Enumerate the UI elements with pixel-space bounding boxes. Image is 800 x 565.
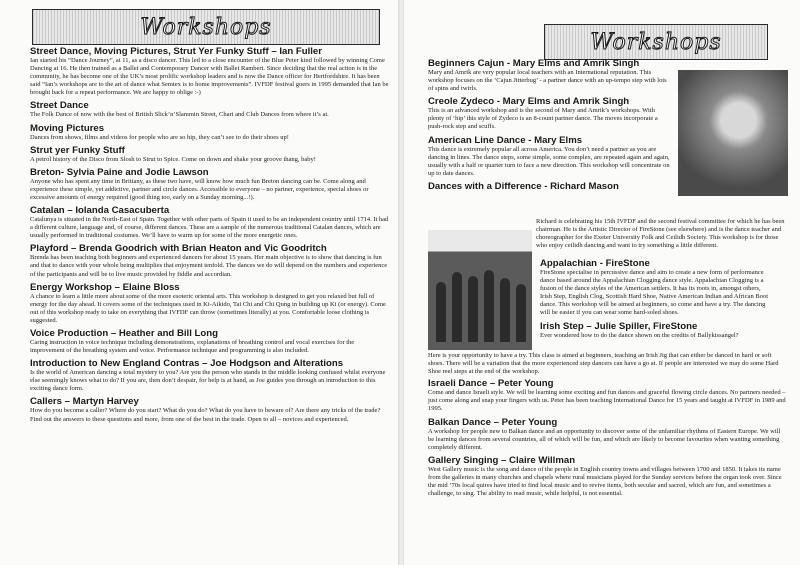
figure-silhouette [516,284,526,342]
section-ian-fuller [30,46,390,97]
section-heading: Israeli Dance – Peter Young [428,378,554,390]
section-street-dance [30,100,390,119]
section-irish-step [540,321,768,340]
section-israeli-dance [428,378,788,413]
section-energy-workshop [30,282,390,325]
section-beginners-cajun [428,58,672,93]
section-breton [30,167,390,202]
section-balkan-dance [428,417,788,452]
banner-title: Workshops [140,14,272,40]
section-body: Brenda has been teaching both beginners and experienced dancers for about 15 years. Her main objective is to show that dancing is fun and that to dance with your whole being multiplies that enjoyment tenfold. The dances we do will depend on the numbers and experience of the participants and will be to live music provided by fiddle and accordian. [30,254,388,278]
section-heading: Energy Workshop – Elaine Bloss [30,281,180,293]
section-body: A petrol history of the Disco from Slosh to Strut to Spice. Come on down and shake your groove thang, baby! [30,155,316,163]
section-new-england-contras [30,358,390,393]
irish-step-continued: Here is your opportunity to have a try. This class is aimed at beginners, teaching an Irish Jig that can either be danced in hard or soft shoes. There will be a variation that the more experienced step dancers can have a go at. If people are interested we may do some Hard Shoe reel steps at the end of the workshop. [428,352,779,376]
section-heading: Creole Zydeco - Mary Elms and Amrik Singh [428,96,630,108]
section-callers [30,396,390,423]
section-body: This dance is extremely popular all across America. You don’t need a partner as you are dancing in lines. The dance steps, some simple, some complex, are repeated again and again, usually with a half or quarter turn to face a new direction. This workshop will concentrate on up to date dances. [428,145,670,177]
section-heading: Breton- Sylvia Paine and Jodie Lawson [30,166,209,178]
section-heading: Gallery Singing – Claire Willman [428,454,576,466]
section-body: FireStone specialise in percussive dance and aim to create a new form of performance dance based around the Appalachian Clogging dance style. Appalachian Clogging is a fusion of the dance styles of the American settlers. It has its roots in, amongst others, Irish Step, English Clog, Scottish Hard Shoe, Native American Indian and African Boot dance. This workshop will be aimed at beginners, so come and have a try. The dancing will be easier if you can wear some hard-soled shoes. [540,269,769,317]
section-body: Is the world of American dancing a total mystery to you? Are you the person who stands in the middle looking confused whilst everyone else seemingly knows what to do? If you are, then don’t despair, for help is at hand, as Joe guides you through an introduction to this exciting dance form. [30,369,386,393]
left-column [30,46,390,427]
section-heading: American Line Dance - Mary Elms [428,134,583,146]
section-moving-pictures [30,123,390,142]
section-body: The Folk Dance of now with the best of British Slick’n’Slammin Street, Chart and Club Dances from where it’s at. [30,111,329,119]
section-body: Richard is celebrating his 15th IVFDF and the second festival committee for which he has been chairman. He is the Artistic Director of FireStone (see elsewhere) and is the dance teacher and choreographer for the Exeter University Folk and Ceilidh Society. This workshop is for those who enjoy ceilidh dancing and want to try something a little different. [536,218,785,250]
section-heading: Irish Step – Julie Spiller, FireStone [540,320,698,332]
section-dances-with-difference [428,181,672,192]
section-body: Come and dance Israeli style. We will be learning some exciting and fun dances and graceful flowing circle dances. No partners needed – just come along and snap your fingers with us. Peter has been teaching International Dance for 15 years and taught at IVFDF in 1989 and 1995. [428,389,786,413]
section-body: How do you become a caller? Where do you start? What do you do? What do you have to beware of? Are there any tricks of the trade? Find out the answers to these questions and more, from one of the best in the trade. Open to all – novices and experienced. [30,407,381,423]
section-heading: Moving Pictures [30,122,105,134]
section-heading: Voice Production – Heather and Bill Long [30,327,218,339]
section-gallery-singing [428,455,788,498]
dancers-photo [678,70,788,196]
section-voice-production [30,328,390,355]
section-body: West Gallery music is the song and dance of the people in English country towns and villages between 1700 and 1850. It takes its name from the galleries in many churches and chapels where rural musicians played for the Sunday services before the organ took over. Since the mid ’70s local quires have tried to find local music and to revive items, both secular and sacred, which are fun, and sometimes a challenge, to sing. The ability to read music, while helpful, is not essential. [428,465,782,498]
section-body: Ian started his “Dance Journey”, at 11, as a disco dancer. This led to a close encounter of the Blue Peter kind followed by winning Come Dancing at 16. He then trained as a Ballet and Contemporary Dancer with Ballet Rambert. Since deciding that the real action is in the community, he has become one of the UK’s most prolific workshop leaders and is now the Dance officer for Hertfordshire. It has been said “Ian’s workshops are to the art of dance what Semtex is to home improvements”. IVFDF festival goers in 1995 demanded that Ian be brought back for a repeat performance. We are happy to oblige :-) [30,57,389,97]
right-wrap-column [540,258,768,343]
section-funky-stuff [30,145,390,164]
section-heading: Dances with a Difference - Richard Mason [428,180,619,192]
firestone-group-photo [428,230,532,350]
section-heading: Introduction to New England Contras – Joe Hodgson and Alterations [30,358,344,370]
section-body: A chance to learn a little more about some of the more esoteric oriental arts. This workshop is designed to get you relaxed but full of energy for the day ahead. It covers some of the techniques used in Ki-Aikido, Tai Chi and Chi Qung in building up Ki (or energy). Come out of this workshop ready to take on everything that IVFDF can throw (sometimes literally) at you. Comfortable loose clothing is suggested. [30,292,386,324]
workshops-banner-right [544,24,768,60]
section-heading: Street Dance, Moving Pictures, Strut Yer Funky Stuff – Ian Fuller [30,46,322,57]
section-body: Ever wondered how to do the dance shown on the credits of Ballykissangel? [540,331,739,339]
section-heading: Playford – Brenda Goodrich with Brian Heaton and Vic Goodritch [30,243,327,255]
section-american-line-dance [428,135,672,178]
right-bottom-column [428,352,788,501]
workshops-banner-left [32,9,380,45]
section-playford [30,243,390,278]
section-heading: Strut yer Funky Stuff [30,144,125,156]
right-page [404,0,800,565]
figure-silhouette [484,270,494,342]
section-body: Dances from shows, films and videos for people who are so hip, they can’t see to do their shoes up! [30,133,289,141]
figure-silhouette [468,276,478,342]
figure-silhouette [436,282,446,342]
right-top-column [428,58,672,195]
figure-silhouette [500,278,510,342]
section-body: A workshop for people new to Balkan dance and an opportunity to discover some of the unfamiliar rhythms of Eastern Europe. We will be learning dances from several countries, all of which will be fun, and which are likely to become favourites when wanting something completely different. [428,427,781,451]
section-heading: Catalan – Iolanda Casacuberta [30,205,170,217]
section-heading: Beginners Cajun - Mary Elms and Amrik Singh [428,58,640,69]
section-catalan [30,205,390,240]
section-heading: Callers – Martyn Harvey [30,396,139,408]
section-body: Catalunya is situated in the North-East of Spain. Together with other parts of Spain it used to be an independent country until 1714. It had a different culture, language and, of course, different dances. These are a sample of the numerous traditional Catalan dances, which are usually performed in traditional costumes. We’ll have to warm up for some of the more energetic ones. [30,216,389,240]
section-body: This is an advanced workshop and is the second of Mary and Amrik’s workshops. With plenty of ‘hip’ this style of Zydeco is an 8-count partner dance. The moves incorporate a push-rock step and scuffs. [428,107,658,131]
section-creole-zydeco [428,96,672,131]
section-body: Anyone who has spent any time in Brittany, as these two have, will know how much fun Breton dancing can be. Come along and experience these simple, yet addictive, partner and circle dances. Accessible to everyone – no partner, experience, special shoes or excessive amounts of energy required (good thing too, early on a Sunday morning...!). [30,177,369,201]
section-heading: Balkan Dance – Peter Young [428,416,558,428]
section-body: Mary and Amrik are very popular local teachers with an International reputation. This workshop focuses on the ‘Cajun Jitterbug’ - a partner dance with an up-tempo step with lots of spins and twirls. [428,69,667,93]
section-heading: Street Dance [30,100,89,112]
figure-silhouette [452,272,462,342]
section-appalachian [540,258,768,318]
banner-title: Workshops [590,29,722,55]
section-heading: Appalachian - FireStone [540,258,650,269]
section-body: Caring instruction in voice technique including demonstrations, explanations of breathing control and vocal exercises for the improvement of the breathing system and voice. Performance technique and programming is also included. [30,338,355,355]
